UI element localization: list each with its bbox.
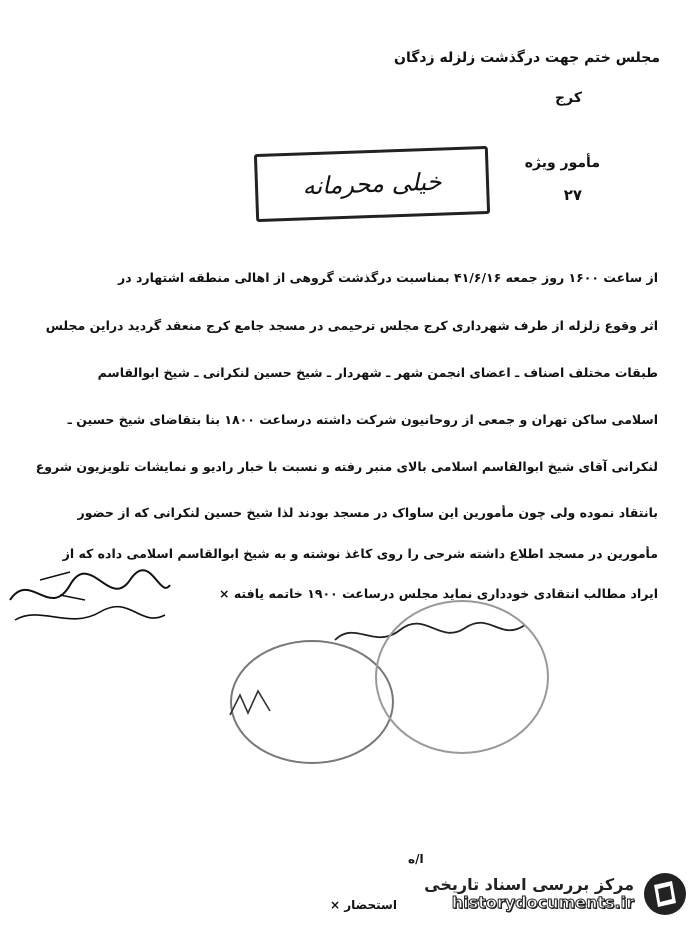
body-line: طبقات مختلف اصناف ـ اعضای انجمن شهر ـ شهردار ـ شیخ حسین لنکرانی ـ شیخ ابوالقاسم — [97, 365, 658, 380]
seal-scribble — [225, 685, 285, 725]
body-line: لنکرانی آقای شیخ ابوالقاسم اسلامی بالای منبر رفته و نسبت با خبار رادیو و نمایشات تلویزیون شروع — [35, 459, 658, 474]
classification-stamp: خیلی محرمانه — [254, 146, 490, 222]
header-location: کرج — [555, 90, 582, 106]
body-line: اثر وقوع زلزله از طرف شهرداری کرج مجلس ترحیمی در مسجد جامع کرج منعقد گردید دراین مجلس — [45, 318, 658, 333]
logo-url: historydocuments.ir — [451, 893, 634, 912]
body-line: اسلامی ساکن تهران و جمعی از روحانیون شرکت داشته درساعت ۱۸۰۰ بنا بتقاضای شیخ حسین ـ — [67, 412, 658, 427]
footer-closing: استحضار × — [330, 898, 397, 912]
body-line: مأمورین در مسجد اطلاع داشته شرحی را روی کاغذ نوشته و به شیخ ابوالقاسم اسلامی داده که از — [62, 546, 658, 561]
seal-stamp — [375, 600, 549, 754]
handwritten-signature-left — [0, 560, 175, 640]
body-line: بانتقاد نموده ولی چون مأمورین این ساواک در مسجد بودند لذا شیخ حسین لنکرانی که از حضور — [77, 505, 658, 520]
archive-logo — [412, 868, 688, 920]
body-line: ایراد مطالب انتقادی خودداری نماید مجلس درساعت ۱۹۰۰ خاتمه یافته × — [219, 586, 658, 601]
header-officer: مأمور ویژه — [524, 155, 600, 171]
document-number: ۲۷ — [563, 186, 582, 204]
body-line: از ساعت ۱۶۰۰ روز جمعه ۴۱/۶/۱۶ بمناسبت درگذشت گروهی از اهالی منطقه اشتهارد در — [118, 270, 658, 285]
footer-initials: ا/ه — [408, 852, 424, 866]
archive-logo-icon — [642, 871, 688, 917]
header-title: مجلس ختم جهت درگذشت زلزله زدگان — [394, 50, 660, 66]
logo-title: مرکز بررسی اسناد تاریخی — [424, 874, 634, 894]
